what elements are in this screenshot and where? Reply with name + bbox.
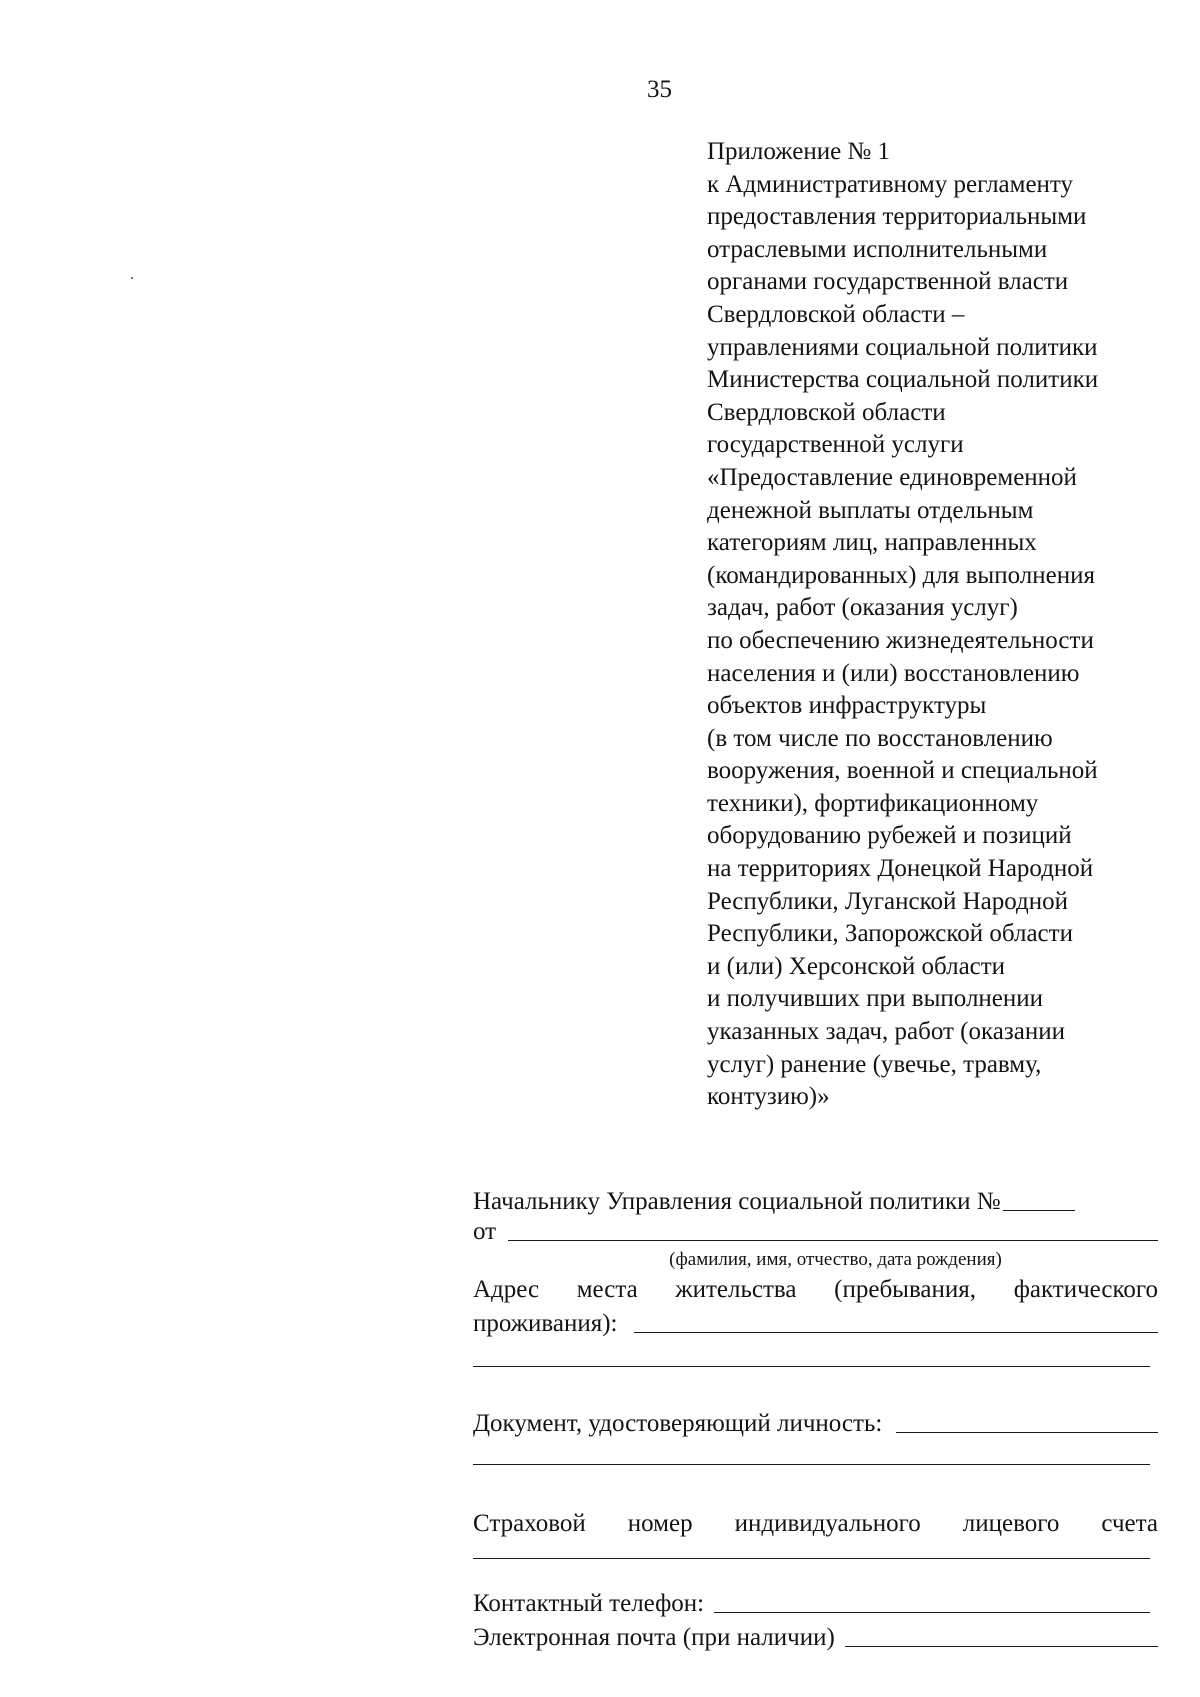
appendix-line: и получивших при выполнении — [707, 985, 1044, 1013]
email-label: Электронная почта (при наличии) — [473, 1624, 835, 1651]
appendix-line: вооружения, военной и специальной — [707, 757, 1098, 785]
appendix-line: категориям лиц, направленных — [707, 529, 1037, 557]
phone-row — [473, 1580, 1158, 1618]
appendix-line: и (или) Херсонской области — [707, 952, 1006, 980]
snils-field[interactable] — [473, 1558, 1150, 1559]
application-form — [473, 1186, 1158, 1652]
id-document-extra-line[interactable] — [473, 1464, 1150, 1465]
appendix-line: Приложение № 1 — [707, 138, 891, 165]
applicant-name-field[interactable] — [508, 1239, 1158, 1241]
id-document-extra-row — [473, 1464, 1158, 1492]
address-field[interactable] — [634, 1331, 1158, 1333]
snils-word: Страховой — [473, 1510, 586, 1537]
from-row — [473, 1216, 1158, 1246]
snils-word: лицевого — [962, 1510, 1060, 1537]
appendix-line: (командированных) для выполнения — [707, 561, 1095, 589]
snils-word: счета — [1101, 1510, 1158, 1537]
appendix-line: «Предоставление единовременной — [707, 463, 1077, 491]
appendix-line: Свердловской области – — [707, 300, 965, 328]
snils-word: номер — [627, 1510, 693, 1537]
appendix-line: населения и (или) восстановлению — [707, 659, 1080, 687]
appendix-line: контузию)» — [707, 1083, 830, 1111]
address-extra-line[interactable] — [473, 1366, 1150, 1367]
appendix-line: (в том числе по восстановлению — [707, 724, 1053, 752]
appendix-line: Республики, Луганской Народной — [707, 887, 1068, 915]
appendix-line: услуг) ранение (увечье, травму, — [707, 1050, 1042, 1078]
id-document-label: Документ, удостоверяющий личность: — [473, 1410, 883, 1437]
appendix-line: денежной выплаты отдельным — [707, 496, 1034, 524]
address-row — [473, 1274, 1158, 1304]
id-document-field[interactable] — [896, 1431, 1158, 1433]
appendix-line: задач, работ (оказания услуг) — [707, 594, 1018, 622]
appendix-line: управлениями социальной политики — [707, 333, 1098, 361]
address-word: места — [576, 1276, 638, 1303]
snils-row — [473, 1492, 1158, 1538]
address-word: фактического — [1013, 1276, 1158, 1303]
phone-label: Контактный телефон: — [473, 1590, 705, 1617]
address-word: Адрес — [473, 1276, 540, 1303]
email-row — [473, 1618, 1158, 1652]
appendix-line: на территориях Донецкой Народной — [707, 855, 1094, 883]
appendix-line: Министерства социальной политики — [707, 366, 1099, 394]
page-number: 35 — [647, 76, 672, 103]
id-document-row — [473, 1398, 1158, 1438]
appendix-line: отраслевыми исполнительными — [707, 235, 1048, 263]
address-cont-row — [473, 1304, 1158, 1338]
email-field[interactable] — [845, 1645, 1158, 1647]
appendix-line: техники), фортификационному — [707, 789, 1039, 817]
appendix-line: органами государственной власти — [707, 268, 1069, 296]
appendix-line: государственной услуги — [707, 431, 964, 459]
appendix-line: объектов инфраструктуры — [707, 692, 987, 720]
address-word: (пребывания, — [834, 1276, 977, 1303]
department-number-field[interactable] — [1003, 1209, 1075, 1211]
address-extra-row — [473, 1366, 1158, 1398]
appendix-line: предоставления территориальными — [707, 203, 1087, 231]
from-caption: (фамилия, имя, отчество, дата рождения) — [669, 1249, 1002, 1270]
addressee-label: Начальнику Управления социальной политики № — [473, 1188, 1001, 1215]
addressee-row — [473, 1186, 1158, 1216]
appendix-line: оборудованию рубежей и позиций — [707, 822, 1072, 850]
scan-speck — [131, 277, 133, 279]
snils-extra-row — [473, 1558, 1158, 1580]
appendix-header — [707, 136, 1177, 1114]
snils-word: индивидуального — [734, 1510, 921, 1537]
appendix-line: Республики, Запорожской области — [707, 920, 1073, 948]
appendix-line: по обеспечению жизнедеятельности — [707, 626, 1094, 654]
from-label: от — [473, 1218, 497, 1245]
appendix-line: Свердловской области — [707, 398, 946, 426]
phone-field[interactable] — [714, 1611, 1150, 1613]
appendix-line: указанных задач, работ (оказании — [707, 1018, 1065, 1046]
appendix-line: к Административному регламенту — [707, 170, 1074, 198]
address-word: жительства — [675, 1276, 797, 1303]
address-cont-label: проживания): — [473, 1310, 618, 1337]
